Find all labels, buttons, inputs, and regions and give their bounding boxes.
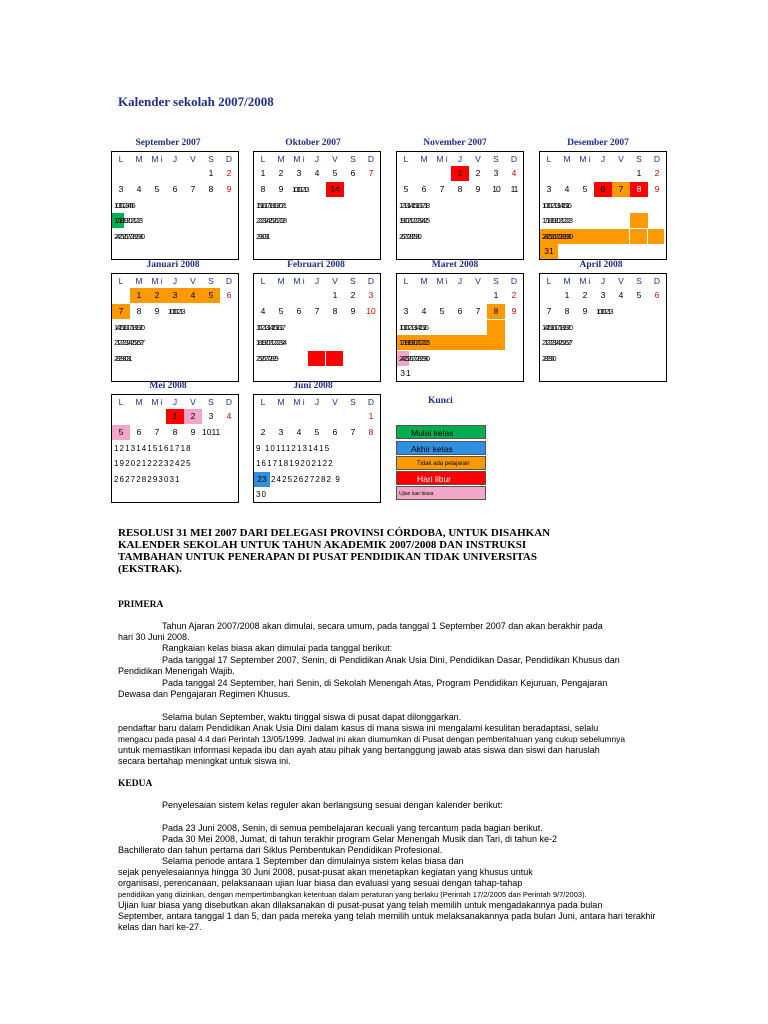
- no-class-cell: 7: [112, 304, 130, 319]
- no-class-cell: [630, 213, 648, 228]
- paragraph: sejak penyelesaiannya hingga 30 Juni 2008, pusat-pusat akan menetapkan kegiatan yang khusus untuk: [118, 867, 533, 877]
- month-title-mei: Mei 2008: [149, 381, 187, 391]
- date-cell: 1: [208, 168, 214, 178]
- calendar-november: L M M i J V S D 1 2 3 4 5 6 7 8 9 10 11 12131415161718 19202122232425 2627282930: [396, 151, 524, 260]
- calendar-maret: L M M i J V S D 1 2 3 4 5 6 7 8 9 10111213141516 17181920212223 24252627282930 31: [396, 273, 524, 382]
- legend-title: Kunci: [428, 396, 453, 406]
- date-cell: 2: [226, 168, 232, 178]
- day-header: L M M i J V S D: [118, 154, 233, 164]
- calendar-april: L M M i J V S D 1 2 3 4 5 6 7 8 9 10111213 14151617181920 21222324252627 282930: [539, 273, 667, 382]
- paragraph: September, antara tanggal 1 dan 5, dan pada mereka yang telah memilih untuk melaksanakannya pada bulan Juni, antara hari terakhir: [118, 911, 656, 921]
- no-class-cell: 7: [612, 182, 630, 197]
- resolution-heading: RESOLUSI 31 MEI 2007 DARI DELEGASI PROVINSI CÓRDOBA, UNTUK DISAHKAN KALENDER SEKOLAH UNTUK TAHUN AKADEMIK 2007/2008 DAN INSTRUKSI TAMBAHAN UNTUK PENERAPAN DI PUSAT PENDIDIKAN TIDAK UNIVERSITAS (EKSTRAK).: [118, 527, 551, 575]
- paragraph: kelas dan hari ke-27.: [118, 922, 202, 932]
- paragraph: hari 30 Juni 2008.: [118, 632, 190, 642]
- calendar-februari: L M M i J V S D 1 2 3 4 5 6 7 8 9 10 11121314151617 18192021222324 2526272829: [253, 273, 381, 382]
- paragraph: Selama bulan September, waktu tinggal siswa di pusat dapat dilonggarkan.: [162, 712, 462, 722]
- month-title-september: September 2007: [135, 138, 201, 148]
- paragraph: untuk memastikan informasi kepada ibu dan ayah atau pihak yang bertanggung jawab atas siswa dan siswi dan haruslah: [118, 745, 600, 755]
- holiday-cell: 1: [166, 409, 184, 424]
- no-class-cell: [487, 320, 505, 335]
- month-title-maret: Maret 2008: [431, 260, 479, 270]
- date-row: 1718192021223: [114, 216, 141, 225]
- holiday-cell: 14: [326, 182, 344, 197]
- paragraph: Pada 30 Mei 2008, Jumat, di tahun terakhir program Gelar Menengah Musik dan Tari, di tahun ke-2: [162, 834, 558, 844]
- paragraph: Bachillerato dan tahun pertama dari Siklus Pembentukan Pendidikan Profesional.: [118, 845, 443, 855]
- paragraph: Pada tanggal 24 September, hari Senin, di Sekolah Menengah Atas, Program Pendidikan Kejuruan, Pengajaran: [162, 678, 608, 688]
- holiday-cell: [308, 351, 325, 366]
- legend-end-class: Akhir kelas: [396, 441, 486, 455]
- page-title: Kalender sekolah 2007/2008: [118, 94, 274, 109]
- month-title-februari: Februari 2008: [287, 260, 345, 270]
- paragraph: Pada tanggal 17 September 2007, Senin, di Pendidikan Anak Usia Dini, Pendidikan Dasar, Pendidikan Khusus dan: [162, 655, 620, 665]
- legend-holiday: Hari libur: [396, 471, 486, 485]
- paragraph: pendaftar baru dalam Pendidikan Anak Usia Dini dalam kasus di mana siswa ini mengalami kesulitan beradaptasi, selalu: [118, 723, 599, 733]
- holiday-cell: [326, 351, 343, 366]
- legend-exam: Ujian luar biasa: [396, 486, 486, 500]
- calendar-oktober: L M M i J V S D 1 2 3 4 5 6 7 8 9 10111213 14 15161718192021 22232425262728 293031: [253, 151, 381, 260]
- section-primera: PRIMERA: [118, 600, 164, 610]
- paragraph: pendidikan yang diizinkan, dengan mempertimbangkan ketentuan dalam peraturan yang berlaku (Perintah 17/2/2005 dan Perintah 9/7/2003).: [118, 890, 587, 899]
- month-title-november: November 2007: [423, 138, 487, 148]
- month-title-januari: Januari 2008: [146, 260, 200, 270]
- month-title-desember: Desember 2007: [567, 138, 629, 148]
- calendar-september: L M M i J V S D 1 2 3 4 5 6 7 8 9 1011123456 1718192021223 24252627282930: [111, 151, 239, 260]
- paragraph: secara bertahap meningkat untuk siswa ini.: [118, 756, 291, 766]
- holiday-cell: 6: [594, 182, 612, 197]
- paragraph: mengacu pada pasal 4.4 dari Perintah 13/05/1999. Jadwal ini akan diumumkan di Pusat dengan pemberitahuan yang cukup sebelumnya: [118, 734, 626, 744]
- month-title-oktober: Oktober 2007: [285, 138, 341, 148]
- paragraph: Tahun Ajaran 2007/2008 akan dimulai, secara umum, pada tanggal 1 September 2007 dan akan berakhir pada: [162, 621, 603, 631]
- paragraph: Pendidikan Menengah Wajib.: [118, 666, 235, 676]
- paragraph: Rangkaian kelas biasa akan dimulai pada tanggal berikut:: [162, 643, 393, 653]
- legend-start-class: Mulai kelas: [396, 425, 486, 439]
- paragraph: Pada 23 Juni 2008, Senin, di semua pembelajaran kecuali yang tercantum pada bagian berikut.: [162, 823, 543, 833]
- date-row: 1011123456: [114, 201, 134, 210]
- section-kedua: KEDUA: [118, 779, 153, 789]
- exam-cell: 2: [184, 409, 202, 424]
- date-row: 24252627282930: [114, 232, 143, 241]
- paragraph: Dewasa dan Pengajaran Regimen Khusus.: [118, 689, 291, 699]
- end-class-cell: 23: [254, 472, 270, 487]
- calendar-januari: L M M i J V S D 1 2 3 4 5 6 7 8 9 10111213 14151617181920 21222324252627 28293031: [111, 273, 239, 382]
- paragraph: organisasi, perencanaan, pelaksanaan ujian luar biasa dan evaluasi yang sesuai dengan tahap-tahap: [118, 878, 523, 888]
- calendar-mei: L M M i J V S D 1 2 3 4 5 6 7 8 9 1011 12131415161718 19202122232425 262728293031: [111, 394, 239, 503]
- month-title-april: April 2008: [579, 260, 623, 270]
- holiday-cell: 1: [451, 166, 469, 181]
- calendar-desember: L M M i J V S D 1 2 3 4 5 6 7 8 9 10111213141516 17181920212223 24252627282930 31: [539, 151, 667, 260]
- no-class-cell: 31: [540, 244, 558, 259]
- paragraph: Ujian luar biasa yang disebutkan akan dilaksanakan di pusat-pusat yang telah memilih untuk mengadakannya pada bulan: [118, 900, 603, 910]
- legend-no-class: Tidak ada pelajaran: [396, 456, 486, 470]
- paragraph: Penyelesaian sistem kelas reguler akan berlangsung sesuai dengan kalender berikut:: [162, 800, 503, 810]
- calendar-juni: L M M i J V S D 1 2 3 4 5 6 7 8 9 101112131415 16171819202122 23 24252627282 9 30: [253, 394, 381, 503]
- month-title-juni: Juni 2008: [293, 381, 333, 391]
- exam-cell: 5: [112, 425, 130, 440]
- no-class-cell: 8: [487, 304, 505, 319]
- paragraph: Selama periode antara 1 September dan dimulainya sistem kelas biasa dan: [162, 856, 464, 866]
- holiday-cell: 8: [630, 182, 648, 197]
